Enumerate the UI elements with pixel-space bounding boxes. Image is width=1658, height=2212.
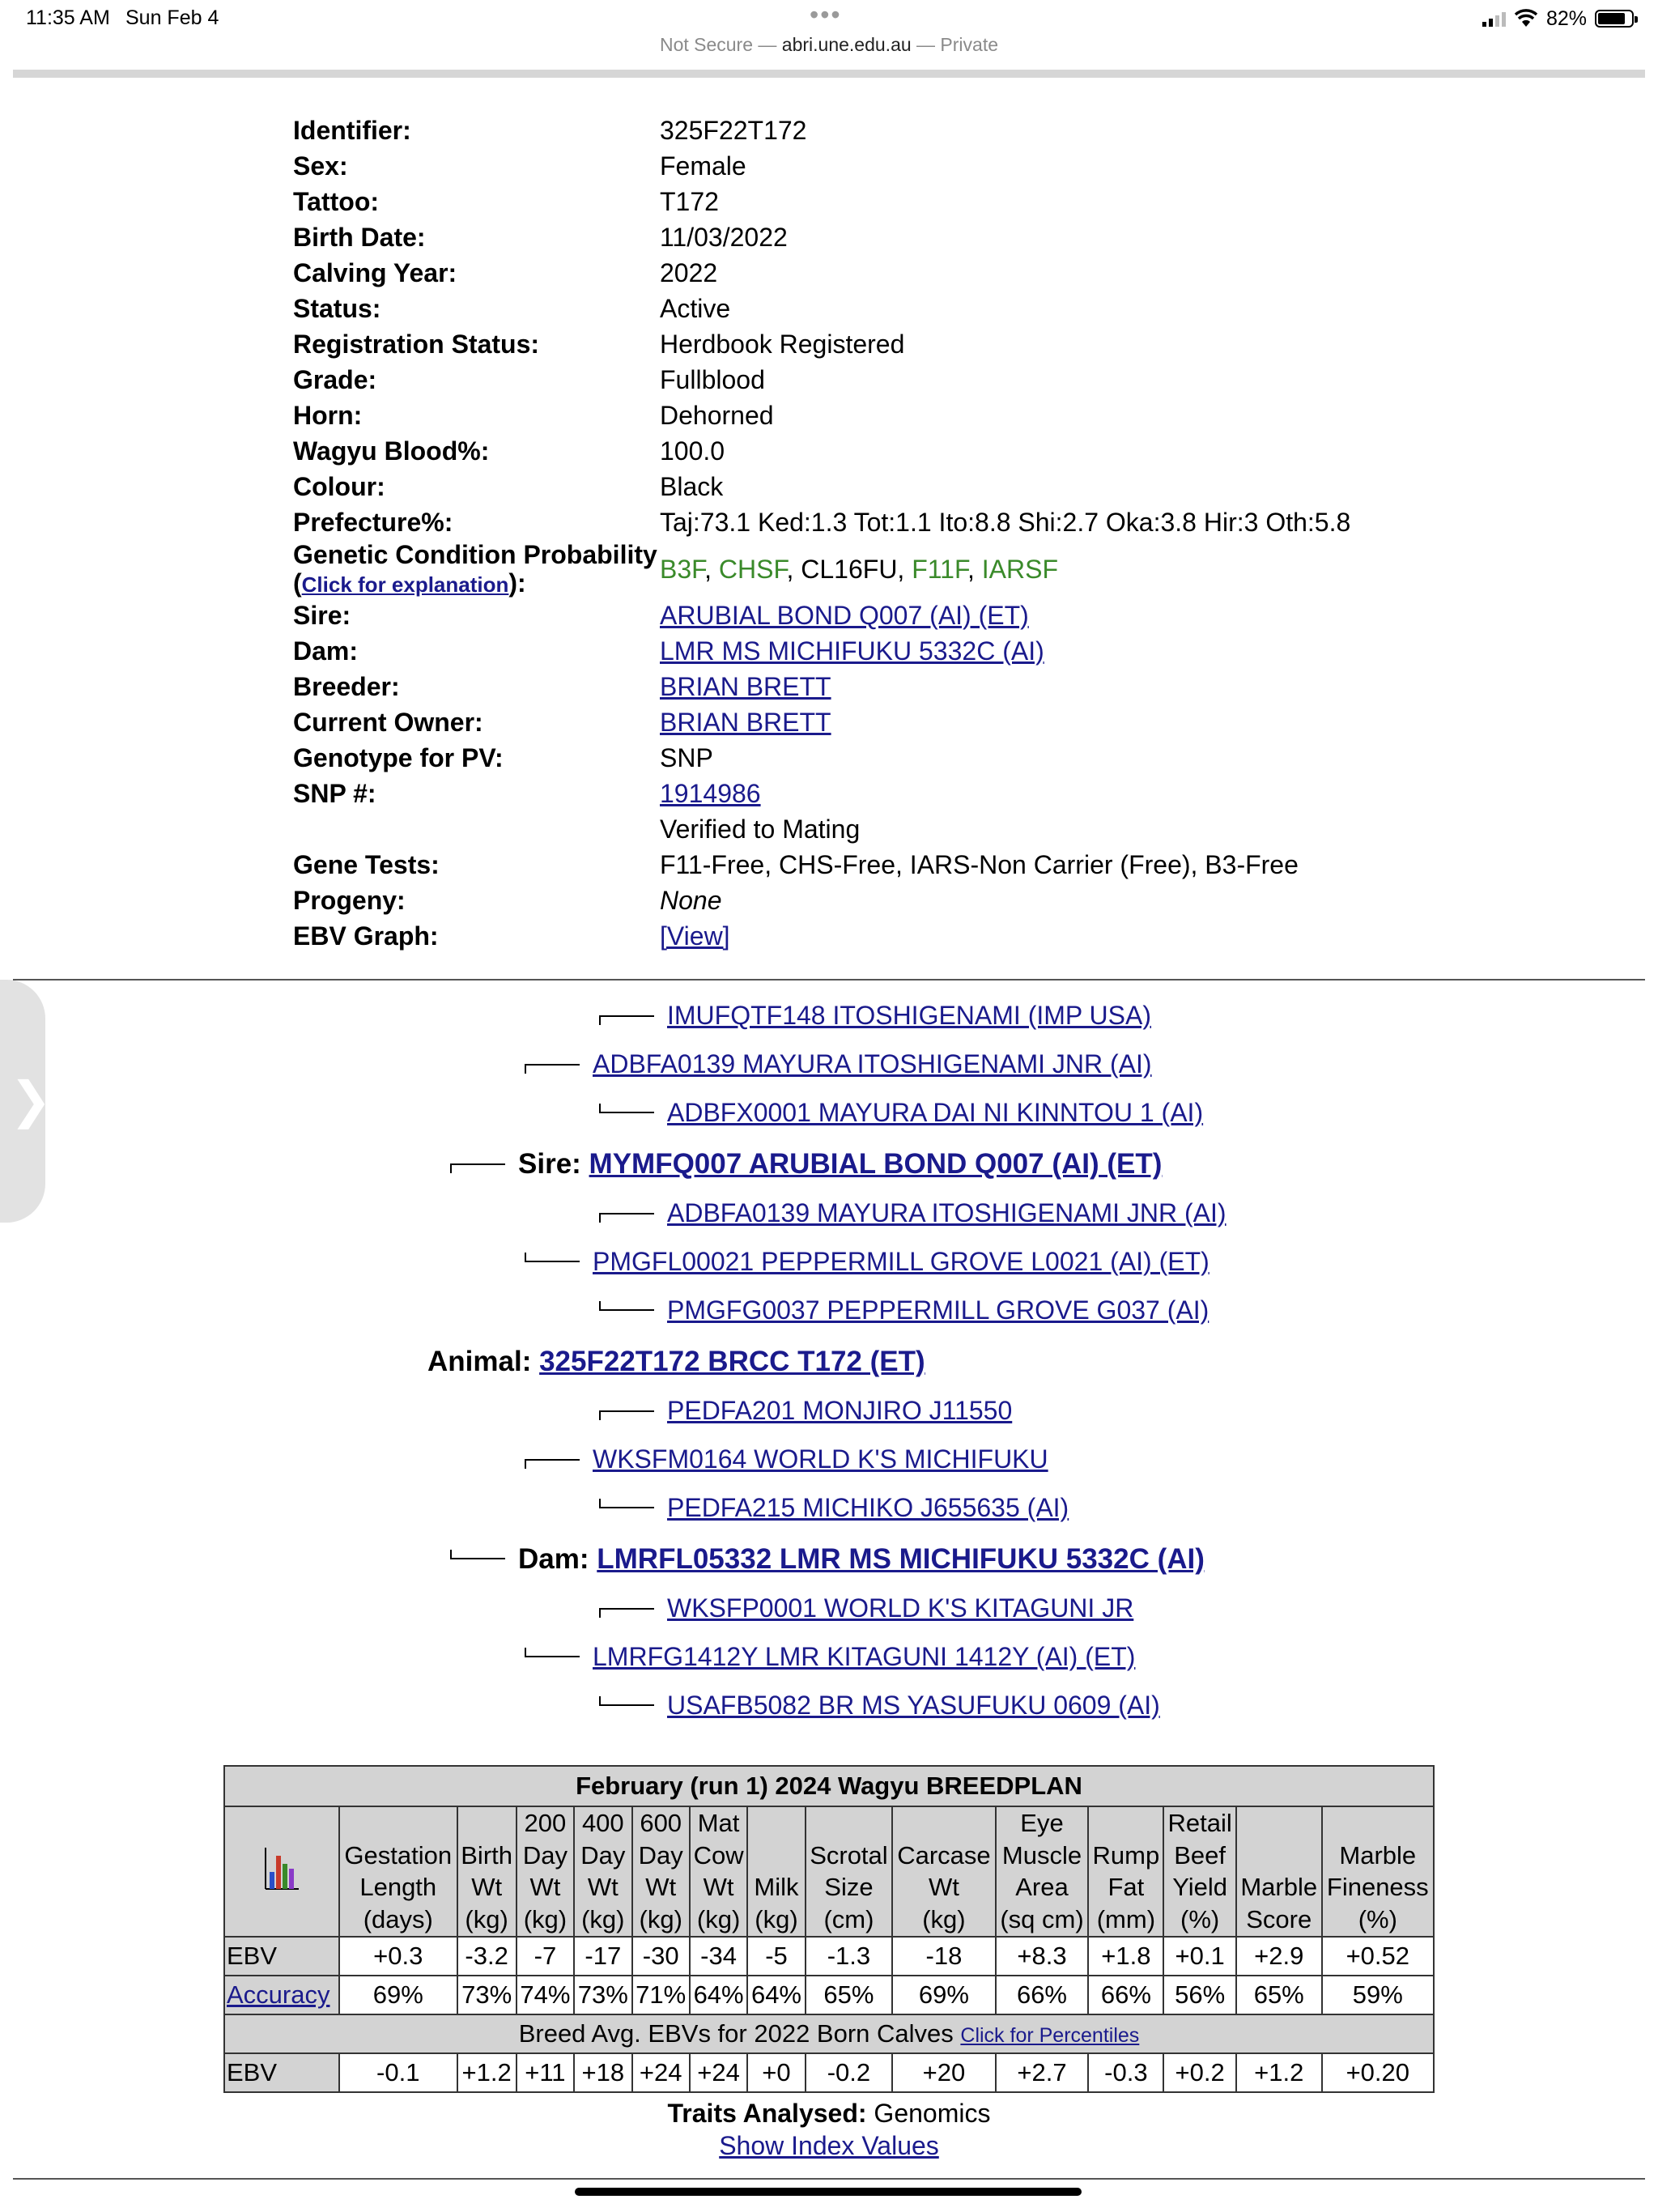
- accuracy-value: 66%: [1088, 1976, 1163, 2014]
- detail-value: Female: [660, 151, 746, 181]
- header-line: (kg): [696, 1905, 741, 1934]
- battery-percent: 82%: [1545, 6, 1587, 30]
- breed-avg-value: +0: [747, 2053, 805, 2092]
- detail-label: Sex:: [293, 151, 348, 181]
- breed-avg-value: -0.2: [806, 2053, 893, 2092]
- header-line: [895, 1807, 993, 1840]
- detail-value: Taj:73.1 Ked:1.3 Tot:1.1 Ito:8.8 Shi:2.7 Oka:3.8 Hir:3 Oth:5.8: [660, 508, 1351, 538]
- chevron-right-icon: ❯: [10, 1073, 52, 1129]
- pedigree-connector: [525, 1459, 580, 1469]
- ebv-table: [223, 1765, 1435, 2093]
- breed-avg-value: +18: [574, 2053, 631, 2092]
- ebv-value: +2.9: [1236, 1937, 1322, 1976]
- header-line: [750, 1807, 802, 1840]
- ebv-column-header: [1163, 1806, 1235, 1937]
- pedigree-sire-dam-dam: [599, 1295, 1209, 1325]
- dam-label: Dam:: [293, 636, 359, 666]
- breed-avg-row: [224, 2053, 1434, 2092]
- detail-label: Wagyu Blood%:: [293, 436, 490, 466]
- breed-avg-text: Breed Avg. EBVs for 2022 Born Calves: [518, 2018, 961, 2048]
- cellular-signal-icon: [1482, 11, 1506, 27]
- detail-row: [293, 398, 1350, 434]
- detail-row-gene-tests: [293, 847, 1350, 883]
- pedigree-sire-sire: [525, 1049, 1152, 1079]
- pedigree-dam-dam-sire: [599, 1593, 1133, 1623]
- pedigree-connector: [525, 1064, 580, 1074]
- pedigree-sire: [450, 1148, 1162, 1180]
- ebv-row-label: EBV: [224, 1937, 339, 1976]
- accuracy-value: 71%: [632, 1976, 690, 2014]
- breeder-link[interactable]: BRIAN BRETT: [660, 671, 831, 701]
- pedigree-connector: [599, 1301, 654, 1311]
- header-line: [808, 1807, 891, 1840]
- genetic-condition-item: CL16FU: [801, 554, 898, 584]
- genetic-explanation-link[interactable]: Click for explanation: [301, 572, 509, 598]
- ebv-value: +1.8: [1088, 1937, 1163, 1976]
- status-icons: [1482, 5, 1634, 32]
- pedigree-link[interactable]: ADBFX0001 MAYURA DAI NI KINNTOU 1 (AI): [667, 1098, 1204, 1127]
- detail-row: [293, 149, 1350, 185]
- pedigree-connector: [525, 1253, 580, 1262]
- ebv-column-header: [892, 1806, 995, 1937]
- pedigree-link[interactable]: IMUFQTF148 ITOSHIGENAMI (IMP USA): [667, 1001, 1151, 1030]
- accuracy-value: 73%: [574, 1976, 631, 2014]
- header-line: [1239, 1807, 1320, 1840]
- more-dots-icon[interactable]: •••: [810, 0, 842, 29]
- header-line: Beef: [1174, 1840, 1226, 1870]
- header-line: Fineness: [1326, 1873, 1429, 1902]
- header-line: (kg): [465, 1905, 508, 1934]
- genetic-condition-label: Genetic Condition Probability: [293, 540, 657, 569]
- pedigree-link[interactable]: PMGFL00021 PEPPERMILL GROVE L0021 (AI) (ET): [593, 1247, 1209, 1276]
- pedigree-sire-dam-sire: [599, 1198, 1226, 1228]
- pedigree-link[interactable]: ADBFA0139 MAYURA ITOSHIGENAMI JNR (AI): [593, 1049, 1152, 1078]
- genetic-condition-item: IARSF: [981, 554, 1058, 584]
- header-line: [1239, 1840, 1320, 1872]
- verified-value: Verified to Mating: [660, 814, 861, 844]
- header-line: (kg): [639, 1905, 682, 1934]
- dam-link[interactable]: LMR MS MICHIFUKU 5332C (AI): [660, 636, 1044, 666]
- header-line: [1090, 1807, 1161, 1840]
- ebv-value: +0.3: [339, 1937, 457, 1976]
- pedigree-dam-dam-dam: [599, 1691, 1160, 1721]
- detail-row: [293, 470, 1350, 505]
- ebv-graph-link[interactable]: [View]: [660, 921, 730, 951]
- ebv-value: -1.3: [806, 1937, 893, 1976]
- header-line: 400: [581, 1809, 624, 1837]
- breed-avg-value: +0.2: [1163, 2053, 1235, 2092]
- genetic-condition-item: CHSF: [718, 554, 787, 584]
- accuracy-value: 56%: [1163, 1976, 1235, 2014]
- pedigree-link[interactable]: USAFB5082 BR MS YASUFUKU 0609 (AI): [667, 1691, 1160, 1720]
- genetic-condition-row: [293, 541, 1350, 598]
- header-line: Wt: [703, 1873, 734, 1902]
- header-line: Marble: [1339, 1840, 1417, 1870]
- detail-label: Colour:: [293, 472, 385, 502]
- ebv-value: -18: [892, 1937, 995, 1976]
- header-line: (sq cm): [1000, 1905, 1084, 1934]
- sire-label: Sire:: [293, 600, 351, 630]
- ebv-column-header: [806, 1806, 893, 1937]
- index-values-container: [0, 2131, 1658, 2161]
- detail-row: [293, 256, 1350, 291]
- detail-row: [293, 505, 1350, 541]
- accuracy-link[interactable]: Accuracy: [227, 1980, 330, 2009]
- detail-value: Dehorned: [660, 401, 774, 431]
- pedigree-dam-sire-dam: [599, 1493, 1069, 1523]
- ebv-header-row: [224, 1806, 1434, 1937]
- percentiles-link[interactable]: Click for Percentiles: [960, 2023, 1140, 2047]
- genotype-label: Genotype for PV:: [293, 742, 504, 772]
- pedigree-link[interactable]: PMGFG0037 PEPPERMILL GROVE G037 (AI): [667, 1295, 1209, 1325]
- detail-row-verified: [293, 811, 1350, 847]
- sidebar-toggle[interactable]: [0, 980, 52, 1223]
- accuracy-value: 65%: [1236, 1976, 1322, 2014]
- detail-label: Identifier:: [293, 116, 411, 146]
- breed-avg-value: +1.2: [1236, 2053, 1322, 2092]
- header-line: Scrotal: [810, 1840, 888, 1870]
- ebv-value: -30: [632, 1937, 690, 1976]
- ebv-table-title: February (run 1) 2024 Wagyu BREEDPLAN: [224, 1766, 1434, 1806]
- header-line: (kg): [581, 1905, 625, 1934]
- battery-fill: [1598, 13, 1625, 24]
- ebv-column-header: [1322, 1806, 1434, 1937]
- genotype-value: SNP: [660, 742, 713, 772]
- detail-row: [293, 220, 1350, 256]
- paren-close: ):: [508, 568, 526, 598]
- header-line: Wt: [471, 1873, 503, 1902]
- header-line: (mm): [1096, 1905, 1156, 1934]
- owner-link[interactable]: BRIAN BRETT: [660, 707, 831, 737]
- pedigree-link[interactable]: ADBFA0139 MAYURA ITOSHIGENAMI JNR (AI): [667, 1198, 1226, 1227]
- accuracy-value: 69%: [892, 1976, 995, 2014]
- ebv-column-header: [339, 1806, 457, 1937]
- breed-avg-value: +20: [892, 2053, 995, 2092]
- ebv-value: -17: [574, 1937, 631, 1976]
- separator: ,: [897, 554, 912, 584]
- header-line: Wt: [645, 1873, 677, 1902]
- header-line: Score: [1246, 1905, 1312, 1934]
- details-divider: [13, 979, 1645, 981]
- detail-row: [293, 363, 1350, 398]
- genetic-condition-value: [660, 541, 1350, 598]
- ebv-value: +8.3: [996, 1937, 1089, 1976]
- detail-value: Herdbook Registered: [660, 330, 905, 359]
- header-line: (days): [363, 1905, 433, 1934]
- address-domain: abri.une.edu.au: [781, 34, 912, 55]
- status-date: Sun Feb 4: [125, 6, 219, 29]
- snp-link[interactable]: 1914986: [660, 778, 761, 808]
- header-line: Wt: [587, 1873, 619, 1902]
- header-line: Size: [824, 1873, 874, 1902]
- ebv-column-header: [457, 1806, 517, 1937]
- detail-label: Horn:: [293, 401, 363, 431]
- pedigree-connector: [599, 1015, 654, 1025]
- breed-avg-value: +0.20: [1322, 2053, 1434, 2092]
- ebv-column-header: [517, 1806, 574, 1937]
- paren-open: (: [293, 568, 302, 598]
- detail-row-snp: [293, 776, 1350, 811]
- detail-label: Tattoo:: [293, 187, 380, 217]
- ebv-column-header: [574, 1806, 631, 1937]
- detail-value: 325F22T172: [660, 116, 807, 146]
- breed-avg-header: [224, 2014, 1434, 2053]
- accuracy-row: [224, 1976, 1434, 2014]
- pedigree-link[interactable]: PEDFA201 MONJIRO J11550: [667, 1396, 1013, 1425]
- pedigree-dam-sire: [525, 1444, 1048, 1474]
- detail-label: Birth Date:: [293, 223, 426, 253]
- detail-value: Active: [660, 294, 731, 324]
- detail-row-owner: [293, 704, 1350, 740]
- status-bar: [0, 0, 1658, 73]
- header-line: (kg): [523, 1905, 568, 1934]
- ebv-column-header: [690, 1806, 747, 1937]
- address-suffix: — Private: [911, 34, 999, 55]
- detail-row: [293, 185, 1350, 220]
- pedigree-animal: [427, 1346, 925, 1378]
- genetic-condition-item: F11F: [912, 554, 967, 584]
- pedigree-dam-link[interactable]: LMRFL05332 LMR MS MICHIFUKU 5332C (AI): [597, 1543, 1205, 1575]
- pedigree-dam-dam: [525, 1642, 1135, 1672]
- header-line: 200: [524, 1809, 567, 1837]
- ebv-column-header: [996, 1806, 1089, 1937]
- header-line: Retail: [1167, 1809, 1232, 1837]
- header-line: Fat: [1107, 1873, 1145, 1902]
- pedigree-connector: [599, 1104, 654, 1113]
- pedigree-link[interactable]: WKSFM0164 WORLD K'S MICHIFUKU: [593, 1444, 1048, 1474]
- header-line: Day: [580, 1840, 626, 1870]
- separator: ,: [786, 554, 801, 584]
- status-time: 11:35 AM: [26, 6, 110, 29]
- header-line: Area: [1015, 1873, 1069, 1902]
- header-line: Yield: [1172, 1873, 1228, 1902]
- header-line: Wt: [529, 1873, 561, 1902]
- detail-row: [293, 327, 1350, 363]
- detail-value: 11/03/2022: [660, 223, 788, 253]
- detail-label: Calving Year:: [293, 258, 457, 288]
- detail-row-sire: [293, 598, 1350, 633]
- wifi-icon: [1514, 9, 1538, 28]
- accuracy-value: 69%: [339, 1976, 457, 2014]
- header-line: Marble: [1240, 1873, 1318, 1902]
- snp-label: SNP #:: [293, 778, 376, 808]
- detail-value: Black: [660, 472, 724, 502]
- pedigree-connector: [450, 1550, 505, 1559]
- breeder-label: Breeder:: [293, 671, 400, 701]
- ebv-value: -7: [517, 1937, 574, 1976]
- pedigree-sire-sire-dam: [599, 1098, 1203, 1128]
- ebv-graph-label: EBV Graph:: [293, 921, 439, 951]
- breed-avg-value: +24: [690, 2053, 747, 2092]
- header-line: Mat: [697, 1809, 740, 1837]
- ebv-value: -3.2: [457, 1937, 517, 1976]
- detail-value: Fullblood: [660, 365, 765, 395]
- pedigree-animal-link[interactable]: 325F22T172 BRCC T172 (ET): [539, 1346, 925, 1377]
- header-line: Rump: [1092, 1840, 1160, 1870]
- pedigree-sire-link[interactable]: MYMFQ007 ARUBIAL BOND Q007 (AI) (ET): [589, 1148, 1163, 1180]
- detail-row-breeder: [293, 669, 1350, 704]
- pedigree-dam: [450, 1543, 1205, 1576]
- accuracy-value: 64%: [747, 1976, 805, 2014]
- header-line: Carcase: [897, 1840, 991, 1870]
- ebv-values-row: [224, 1937, 1434, 1976]
- dam-prefix: Dam:: [518, 1543, 589, 1575]
- detail-row-genotype: [293, 740, 1350, 776]
- separator: ,: [967, 554, 982, 584]
- battery-icon: [1595, 10, 1634, 28]
- home-indicator[interactable]: [575, 2188, 1082, 2196]
- pedigree-link[interactable]: LMRFG1412Y LMR KITAGUNI 1412Y (AI) (ET): [593, 1642, 1136, 1671]
- header-line: Day: [522, 1840, 568, 1870]
- pedigree-sire-sire-sire: [599, 1001, 1151, 1031]
- breed-avg-value: -0.1: [339, 2053, 457, 2092]
- progeny-value: None: [660, 885, 722, 915]
- header-line: [342, 1807, 455, 1840]
- detail-row: [293, 113, 1350, 149]
- breed-avg-value: -0.3: [1088, 2053, 1163, 2092]
- detail-label: Grade:: [293, 365, 377, 395]
- header-line: (kg): [755, 1905, 798, 1934]
- pedigree-connector: [599, 1499, 654, 1508]
- sire-link[interactable]: ARUBIAL BOND Q007 (AI) (ET): [660, 600, 1029, 630]
- header-line: Birth: [461, 1840, 512, 1870]
- ebv-value: +0.1: [1163, 1937, 1235, 1976]
- breed-avg-value: +2.7: [996, 2053, 1089, 2092]
- genetic-condition-item: B3F: [660, 554, 705, 584]
- pedigree-connector: [450, 1163, 505, 1173]
- detail-row: [293, 434, 1350, 470]
- header-line: 600: [640, 1809, 682, 1837]
- header-line: (%): [1180, 1905, 1220, 1934]
- ebv-value: -34: [690, 1937, 747, 1976]
- header-line: [750, 1840, 802, 1872]
- header-line: (cm): [823, 1905, 874, 1934]
- progeny-label: Progeny:: [293, 885, 406, 915]
- detail-value: 2022: [660, 258, 718, 288]
- pedigree-connector: [599, 1213, 654, 1223]
- header-line: Wt: [928, 1873, 959, 1902]
- breed-avg-value: +11: [517, 2053, 574, 2092]
- ebv-value: -5: [747, 1937, 805, 1976]
- accuracy-value: 73%: [457, 1976, 517, 2014]
- detail-label: Registration Status:: [293, 330, 540, 359]
- gene-tests-label: Gene Tests:: [293, 849, 440, 879]
- header-line: (kg): [922, 1905, 966, 1934]
- traits-analysed: [0, 2099, 1658, 2129]
- detail-value: 100.0: [660, 436, 725, 466]
- detail-row-ebv-graph: [293, 918, 1350, 954]
- header-line: (%): [1358, 1905, 1397, 1934]
- pedigree-connector: [599, 1608, 654, 1618]
- accuracy-value: 65%: [806, 1976, 893, 2014]
- breed-avg-value: +24: [632, 2053, 690, 2092]
- show-index-values-link[interactable]: Show Index Values: [719, 2131, 939, 2160]
- breed-avg-value: +1.2: [457, 2053, 517, 2092]
- bottom-divider: [13, 2178, 1645, 2180]
- gene-tests-value: F11-Free, CHS-Free, IARS-Non Carrier (Free), B3-Free: [660, 849, 1299, 879]
- animal-prefix: Animal:: [427, 1346, 532, 1377]
- pedigree-connector: [525, 1648, 580, 1657]
- ebv-column-header: [747, 1806, 805, 1937]
- header-line: Gestation: [344, 1840, 453, 1870]
- detail-row-progeny: [293, 883, 1350, 918]
- detail-row: [293, 291, 1350, 327]
- ebv-column-header: [1236, 1806, 1322, 1937]
- pedigree-link[interactable]: WKSFP0001 WORLD K'S KITAGUNI JR: [667, 1593, 1134, 1623]
- header-line: Milk: [754, 1873, 799, 1902]
- header-line: [460, 1807, 514, 1840]
- detail-label: Prefecture%:: [293, 508, 453, 538]
- accuracy-value: 74%: [517, 1976, 574, 2014]
- detail-label: Status:: [293, 294, 381, 324]
- header-line: Muscle: [1001, 1840, 1082, 1870]
- detail-value: T172: [660, 187, 719, 217]
- traits-value: Genomics: [866, 2099, 991, 2128]
- top-divider: [13, 70, 1645, 78]
- accuracy-value: 59%: [1322, 1976, 1434, 2014]
- pedigree-dam-sire-sire: [599, 1396, 1012, 1426]
- animal-details-table: [293, 113, 1350, 954]
- pedigree-sire-dam: [525, 1247, 1209, 1277]
- ebv-column-header: [632, 1806, 690, 1937]
- sire-prefix: Sire:: [518, 1148, 581, 1180]
- chart-icon-cell[interactable]: [224, 1806, 339, 1937]
- breed-row-label: EBV: [224, 2053, 339, 2092]
- accuracy-value: 66%: [996, 1976, 1089, 2014]
- detail-row-dam: [293, 633, 1350, 669]
- accuracy-value: 64%: [690, 1976, 747, 2014]
- owner-label: Current Owner:: [293, 707, 483, 737]
- address-bar[interactable]: [0, 34, 1658, 56]
- header-line: Cow: [693, 1840, 744, 1870]
- ebv-value: +0.52: [1322, 1937, 1434, 1976]
- header-line: Length: [359, 1873, 437, 1902]
- pedigree-link[interactable]: PEDFA215 MICHIKO J655635 (AI): [667, 1493, 1069, 1522]
- header-line: [1324, 1807, 1431, 1840]
- separator: ,: [704, 554, 719, 584]
- address-prefix: Not Secure —: [659, 34, 782, 55]
- ebv-column-header: [1088, 1806, 1163, 1937]
- pedigree-connector: [599, 1696, 654, 1706]
- header-line: Day: [638, 1840, 683, 1870]
- header-line: Eye: [1020, 1809, 1064, 1837]
- bar-chart-icon[interactable]: [263, 1844, 300, 1891]
- pedigree-connector: [599, 1410, 654, 1420]
- traits-label: Traits Analysed:: [667, 2099, 867, 2128]
